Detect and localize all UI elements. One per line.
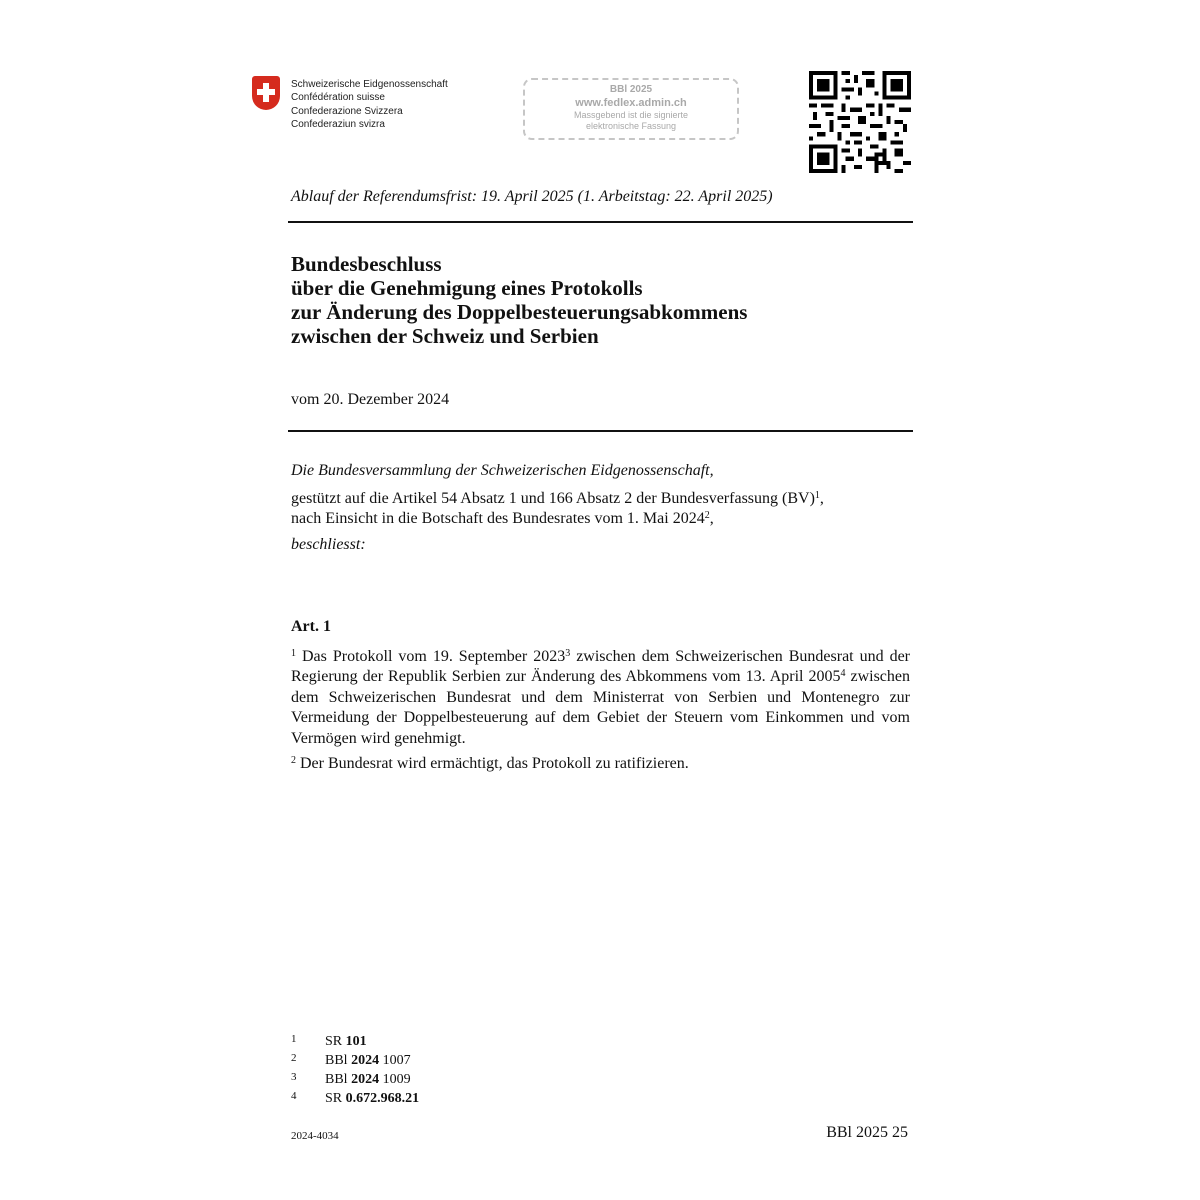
document-title <box>291 252 747 348</box>
footnote-ref[interactable]: 4 <box>840 668 846 680</box>
footnote: 4 SR 0.672.968.21 <box>291 1090 420 1106</box>
footnote: 2 BBl 2024 1007 <box>291 1052 411 1068</box>
page-reference: BBl 2025 25 <box>826 1124 908 1141</box>
legal-basis-line: nach Einsicht in die Botschaft des Bundesrates vom 1. Mai 2024$^2$, <box>291 510 714 527</box>
paragraph-number: 1 <box>291 648 296 659</box>
authority-name-rm: Confederaziun svizra <box>291 119 385 131</box>
title-line: zwischen der Schweiz und Serbien <box>291 324 599 348</box>
signature-stamp <box>523 78 739 140</box>
resolves-clause: beschliesst: <box>291 536 366 553</box>
authority-name-fr: Confédération suisse <box>291 92 385 104</box>
document-number: 2024-4034 <box>291 1130 339 1142</box>
authority-name-it: Confederazione Svizzera <box>291 105 403 117</box>
swiss-coat-of-arms-icon <box>252 76 280 110</box>
article-paragraph-2: $^2$ Der Bundesrat wird ermächtigt, das Protokoll zu ratifizieren. <box>291 755 689 772</box>
divider <box>288 221 913 223</box>
title-line: zur Änderung des Doppelbesteuerungsabkommens <box>291 300 748 324</box>
title-line: über die Genehmigung eines Protokolls <box>291 276 643 300</box>
footnote-ref[interactable]: 2 <box>704 510 710 521</box>
divider <box>288 430 913 432</box>
article-paragraph-1: $^1$ Das Protokoll vom 19. September 2023$^3$ zwischen dem Schweizerischen Bundesrat und der Regierung der Republik Serbien zur Änderung des Abkommens vom 13. April 2005$^4$ zwischen dem Schweizerischen Bundesrat und dem Ministerrat von Serbien und Montenegro zur Vermeidung der Doppelbesteuerung auf dem Gebiet der Steuern vom Einkommen und vom Vermögen wird genehmigt. <box>291 648 911 747</box>
stamp-note-2: elektronische Fassung <box>585 121 677 131</box>
stamp-edition: BBl 2025 <box>609 84 653 95</box>
paragraph-number: 2 <box>291 755 296 766</box>
footnote-ref[interactable]: 3 <box>565 648 571 659</box>
authority-name-de: Schweizerische Eidgenossenschaft <box>291 79 448 90</box>
footnote-ref[interactable]: 1 <box>814 490 820 501</box>
title-line: Bundesbeschluss <box>291 252 442 276</box>
preamble-intro: Die Bundesversammlung der Schweizerischen Eidgenossenschaft, <box>291 462 714 479</box>
federal-authority-names <box>291 78 448 132</box>
stamp-url[interactable]: www.fedlex.admin.ch <box>575 97 687 109</box>
footnotes <box>291 1031 419 1107</box>
legal-basis-line: gestützt auf die Artikel 54 Absatz 1 und 166 Absatz 2 der Bundesverfassung (BV)$^1$, <box>291 490 824 507</box>
footnote: 1 SR 101 <box>291 1033 367 1049</box>
article-title: Art. 1 <box>291 618 331 635</box>
referendum-deadline: Ablauf der Referendumsfrist: 19. April 2025 (1. Arbeitstag: 22. April 2025) <box>291 188 773 205</box>
qr-code-icon[interactable] <box>809 71 911 173</box>
stamp-note-1: Massgebend ist die signierte <box>573 110 689 120</box>
legal-basis <box>291 489 824 529</box>
footnote: 3 BBl 2024 1009 <box>291 1071 411 1087</box>
decree-date: vom 20. Dezember 2024 <box>291 391 450 408</box>
